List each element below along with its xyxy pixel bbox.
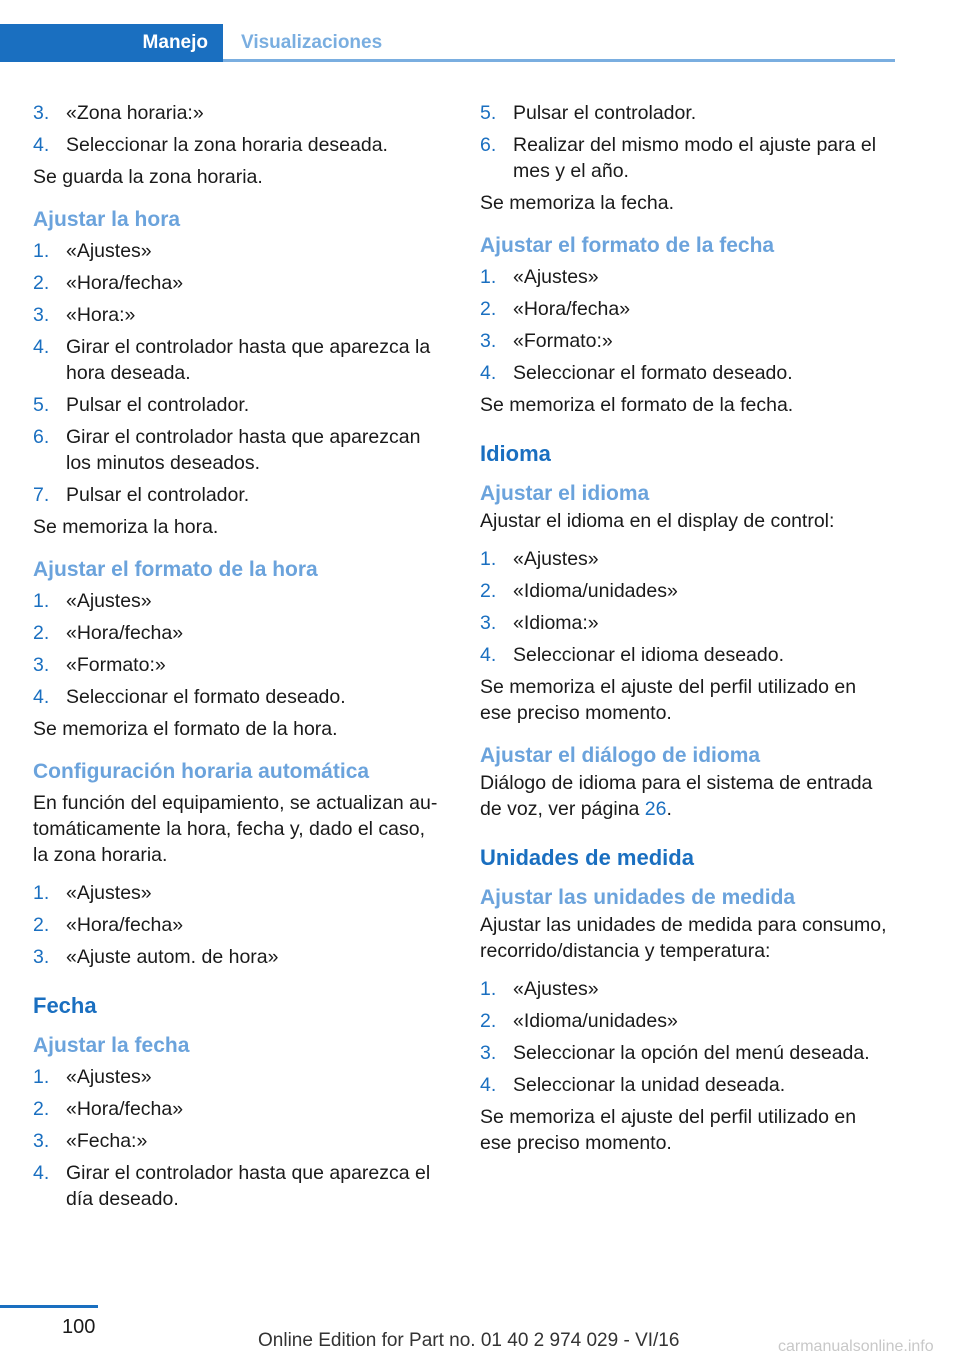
step-text: «Ajustes» <box>66 240 152 262</box>
step-number: 3. <box>33 1130 50 1152</box>
step-text: «Ajuste autom. de hora» <box>66 946 279 968</box>
chapter-header <box>0 24 895 62</box>
step-text: Seleccionar el formato deseado. <box>66 686 346 708</box>
step-text: «Idioma/unidades» <box>513 580 678 602</box>
step-number: 4. <box>480 362 497 384</box>
step-number: 2. <box>480 1010 497 1032</box>
note-fecha-memorizada: Se memoriza la fecha. <box>480 192 675 214</box>
list-item <box>480 578 890 604</box>
step-text: «Ajustes» <box>513 266 599 288</box>
step-text: Pulsar el controlador. <box>66 394 250 416</box>
heading-idioma: Idioma <box>480 441 551 466</box>
step-text: «Hora/fecha» <box>66 622 184 644</box>
step-number: 3. <box>480 330 497 352</box>
heading-formato-hora: Ajustar el formato de la hora <box>33 558 318 581</box>
step-text: «Zona horaria:» <box>66 102 204 124</box>
list-item <box>33 392 443 418</box>
list-item <box>33 1128 443 1154</box>
list-item <box>480 264 890 290</box>
step-number: 1. <box>33 882 50 904</box>
steps-ajustar-hora <box>33 238 443 508</box>
step-number: 4. <box>480 644 497 666</box>
step-number: 4. <box>33 134 50 156</box>
step-number: 1. <box>480 978 497 1000</box>
step-text: «Hora/fecha» <box>66 914 184 936</box>
step-text: «Ajustes» <box>66 590 152 612</box>
list-item <box>480 1008 890 1034</box>
step-number: 2. <box>33 272 50 294</box>
dialogo-end: . <box>666 798 672 820</box>
step-number: 1. <box>480 266 497 288</box>
list-item <box>33 334 443 386</box>
step-number: 4. <box>480 1074 497 1096</box>
steps-config-automatica <box>33 880 443 970</box>
page-number-rule <box>0 1305 98 1308</box>
step-number: 6. <box>480 134 497 156</box>
step-number: 1. <box>33 1066 50 1088</box>
tab-visualizaciones[interactable]: Visualizaciones <box>241 32 383 53</box>
step-number: 5. <box>480 102 497 124</box>
step-text: Girar el controlador hasta que aparezcan los minutos deseados. <box>66 426 421 474</box>
list-item <box>480 546 890 572</box>
steps-formato-fecha <box>480 264 890 386</box>
step-number: 5. <box>33 394 50 416</box>
step-text: «Idioma:» <box>513 612 599 634</box>
list-item <box>480 100 890 126</box>
step-text: Seleccionar el idioma deseado. <box>513 644 785 666</box>
step-number: 3. <box>33 102 50 124</box>
tab-manejo[interactable]: Manejo <box>0 24 223 62</box>
step-text: Pulsar el controlador. <box>513 102 697 124</box>
para-idioma-intro: Ajustar el idioma en el display de control: <box>480 510 835 532</box>
heading-ajustar-unidades: Ajustar las unidades de medida <box>480 886 796 909</box>
note-formato-hora: Se memoriza el formato de la hora. <box>33 718 338 740</box>
list-item <box>480 296 890 322</box>
step-number: 4. <box>33 1162 50 1184</box>
step-text: «Formato:» <box>513 330 613 352</box>
step-number: 2. <box>480 298 497 320</box>
step-text: «Ajustes» <box>66 882 152 904</box>
list-item <box>33 912 443 938</box>
list-item <box>33 588 443 614</box>
list-item <box>33 684 443 710</box>
heading-dialogo-idioma: Ajustar el diálogo de idioma <box>480 744 761 767</box>
list-item <box>33 270 443 296</box>
heading-config-automatica: Configuración horaria automática <box>33 760 370 783</box>
list-item <box>33 100 443 126</box>
step-number: 1. <box>33 240 50 262</box>
list-item <box>33 238 443 264</box>
list-item <box>33 620 443 646</box>
step-number: 4. <box>33 686 50 708</box>
list-item <box>480 328 890 354</box>
step-text: Seleccionar la unidad deseada. <box>513 1074 786 1096</box>
step-text: «Fecha:» <box>66 1130 148 1152</box>
header-rule <box>223 59 895 62</box>
step-number: 2. <box>480 580 497 602</box>
heading-ajustar-hora: Ajustar la hora <box>33 208 181 231</box>
para-config-automatica: En función del equipamiento, se actualizan automáticamente la hora, fecha y, dado el caso, la zona horaria. <box>33 792 438 866</box>
note-zona-guardada: Se guarda la zona horaria. <box>33 166 263 188</box>
step-number: 4. <box>33 336 50 358</box>
note-unidades: Se memoriza el ajuste del perfil utilizado en ese preciso momento. <box>480 1106 857 1154</box>
heading-ajustar-idioma: Ajustar el idioma <box>480 482 650 505</box>
list-item <box>33 424 443 476</box>
step-text: Realizar del mismo modo el ajuste para el mes y el año. <box>513 134 877 182</box>
para-dialogo-idioma <box>480 770 890 822</box>
list-item <box>33 1096 443 1122</box>
note-hora-memorizada: Se memoriza la hora. <box>33 516 219 538</box>
step-number: 3. <box>480 1042 497 1064</box>
list-item <box>480 1040 890 1066</box>
step-text: «Ajustes» <box>513 978 599 1000</box>
para-unidades-intro: Ajustar las unidades de medida para consumo, recorrido/distancia y temperatura: <box>480 914 887 962</box>
step-text: «Ajustes» <box>513 548 599 570</box>
step-text: Seleccionar el formato deseado. <box>513 362 793 384</box>
list-item <box>33 482 443 508</box>
list-item <box>33 1160 443 1212</box>
steps-ajustar-fecha <box>33 1064 443 1212</box>
step-text: Girar el controlador hasta que aparezca el día deseado. <box>66 1162 431 1210</box>
step-text: Seleccionar la zona horaria deseada. <box>66 134 388 156</box>
step-text: «Idioma/unidades» <box>513 1010 678 1032</box>
list-item <box>480 642 890 668</box>
list-item <box>480 132 890 184</box>
list-item <box>480 976 890 1002</box>
list-item <box>33 1064 443 1090</box>
note-formato-fecha: Se memoriza el formato de la fecha. <box>480 394 794 416</box>
list-item <box>480 610 890 636</box>
step-number: 1. <box>33 590 50 612</box>
dialogo-text: Diálogo de idioma para el sistema de entrada de voz, ver página <box>480 772 873 820</box>
steps-fecha-cont <box>480 100 890 184</box>
step-text: «Hora:» <box>66 304 136 326</box>
step-number: 2. <box>33 622 50 644</box>
step-text: «Hora/fecha» <box>66 1098 184 1120</box>
heading-fecha: Fecha <box>33 993 97 1018</box>
steps-ajustar-unidades <box>480 976 890 1098</box>
page-link-26[interactable]: 26 <box>644 798 667 820</box>
heading-formato-fecha: Ajustar el formato de la fecha <box>480 234 775 257</box>
step-text: «Hora/fecha» <box>66 272 184 294</box>
note-idioma: Se memoriza el ajuste del perfil utilizado en ese preciso momento. <box>480 676 857 724</box>
step-number: 3. <box>480 612 497 634</box>
steps-ajustar-idioma <box>480 546 890 668</box>
list-item <box>33 652 443 678</box>
step-text: «Hora/fecha» <box>513 298 631 320</box>
step-text: Pulsar el controlador. <box>66 484 250 506</box>
page-number: 100 <box>62 1316 96 1338</box>
heading-ajustar-fecha: Ajustar la fecha <box>33 1034 190 1057</box>
edition-footer: Online Edition for Part no. 01 40 2 974 029 - VI/16 <box>258 1330 680 1351</box>
step-number: 2. <box>33 1098 50 1120</box>
step-number: 3. <box>33 304 50 326</box>
steps-zona-horaria <box>33 100 443 158</box>
list-item <box>33 132 443 158</box>
step-text: «Formato:» <box>66 654 166 676</box>
step-number: 7. <box>33 484 50 506</box>
watermark: carmanualsonline.info <box>778 1338 934 1355</box>
list-item <box>33 302 443 328</box>
right-column <box>480 100 890 1163</box>
step-text: Girar el controlador hasta que aparezca la hora deseada. <box>66 336 431 384</box>
step-number: 2. <box>33 914 50 936</box>
list-item <box>480 1072 890 1098</box>
steps-formato-hora <box>33 588 443 710</box>
step-number: 3. <box>33 946 50 968</box>
step-number: 3. <box>33 654 50 676</box>
heading-unidades: Unidades de medida <box>480 845 694 870</box>
step-number: 6. <box>33 426 50 448</box>
list-item <box>33 880 443 906</box>
step-text: «Ajustes» <box>66 1066 152 1088</box>
list-item <box>33 944 443 970</box>
step-number: 1. <box>480 548 497 570</box>
step-text: Seleccionar la opción del menú deseada. <box>513 1042 870 1064</box>
left-column <box>33 100 443 1218</box>
list-item <box>480 360 890 386</box>
